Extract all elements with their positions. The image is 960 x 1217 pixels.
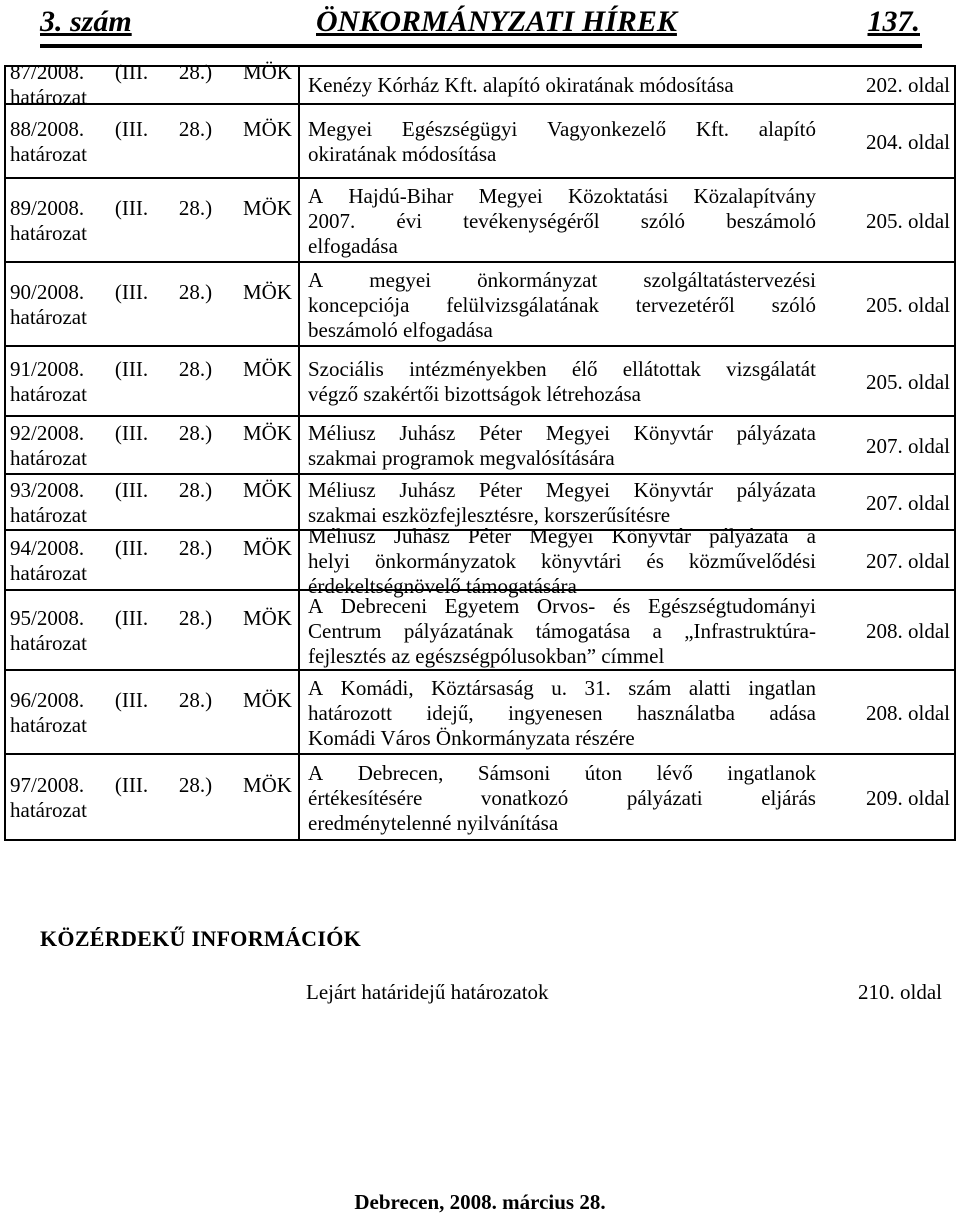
resolution-page: 207. oldal [866,433,950,458]
resolution-body: MÖK [242,536,292,560]
public-info-row [306,980,946,1006]
description-line: érdekeltségnövelő támogatására [308,573,577,598]
resolution-day: 28.) [178,60,213,84]
resolution-label: határozat [10,305,87,329]
description-line: A Debreceni Egyetem Orvos- és Egészségtudományi [308,593,816,618]
resolution-number: 91/2008. [10,357,85,381]
resolution-number: 88/2008. [10,117,85,141]
description-line: Komádi Város Önkormányzata részére [308,725,635,750]
resolution-label: határozat [10,631,87,655]
table-row [6,589,954,671]
resolution-day: 28.) [178,421,213,445]
resolution-id-cell [10,179,292,263]
resolution-id-cell [10,531,292,591]
resolution-id-cell [10,263,292,347]
resolution-month: (III. [114,357,149,381]
resolution-page: 207. oldal [866,490,950,515]
resolution-number: 89/2008. [10,196,85,220]
resolution-page: 208. oldal [866,618,950,643]
table-row [6,103,954,179]
resolution-id-line [10,421,292,446]
resolution-month: (III. [114,421,149,445]
description-line: A Debrecen, Sámsoni úton lévő ingatlanok [308,760,816,785]
issue-number: 3. szám [40,5,132,38]
table-row [6,473,954,531]
page-header [40,0,922,48]
resolution-id-cell [10,475,292,531]
resolution-description [308,671,816,755]
resolution-label: határozat [10,446,87,470]
resolution-label: határozat [10,713,87,737]
publication-title: ÖNKORMÁNYZATI HÍREK [316,5,677,38]
resolutions-table [4,60,956,841]
resolution-page: 205. oldal [866,208,950,233]
resolution-page: 209. oldal [866,785,950,810]
resolution-number: 94/2008. [10,536,85,560]
resolution-label: határozat [10,85,87,109]
resolution-label: határozat [10,382,87,406]
resolution-id-cell [10,671,292,755]
description-line: okiratának módosítása [308,142,497,166]
column-divider [298,67,300,103]
column-divider [298,179,300,263]
resolution-description [308,179,816,263]
resolution-id-cell [10,417,292,475]
resolution-label: határozat [10,798,87,822]
resolution-id-line [10,60,292,85]
resolution-body: MÖK [242,280,292,304]
column-divider [298,105,300,179]
resolution-body: MÖK [242,688,292,712]
table-row [6,261,954,347]
description-line: koncepciója felülvizsgálatának tervezetéről szóló [308,292,816,317]
resolution-number: 95/2008. [10,606,85,630]
description-line: Szociális intézményekben élő ellátottak vizsgálatát [308,357,816,381]
description-line: Centrum pályázatának támogatása a „Infrastruktúra- [308,618,816,643]
resolution-id-line [10,117,292,142]
resolution-month: (III. [114,606,149,630]
table-row [6,753,954,841]
resolution-month: (III. [114,478,149,502]
resolution-label: határozat [10,221,87,245]
resolution-body: MÖK [242,196,292,220]
table-row [6,415,954,475]
resolution-body: MÖK [242,773,292,797]
resolution-id-line [10,196,292,221]
resolution-number: 96/2008. [10,688,85,712]
description-line: Méliusz Juhász Péter Megyei Könyvtár pályázata [308,478,816,502]
resolution-day: 28.) [178,478,213,502]
column-divider [298,531,300,591]
resolution-month: (III. [114,280,149,304]
resolution-body: MÖK [242,421,292,445]
resolution-description [308,263,816,347]
description-line: Méliusz Juhász Péter Megyei Könyvtár pályázata [308,421,816,445]
resolution-day: 28.) [178,357,213,381]
column-divider [298,417,300,475]
resolution-month: (III. [114,536,149,560]
description-line: határozott idejű, ingyenesen használatba adása [308,700,816,725]
description-line: fejlesztés az egészségpólusokban” címmel [308,643,665,668]
resolution-description [308,417,816,475]
resolution-day: 28.) [178,606,213,630]
description-line: A Hajdú-Bihar Megyei Közoktatási Közalapítvány [308,183,816,208]
resolution-label: határozat [10,503,87,527]
resolution-description [308,105,816,179]
table-row [6,177,954,263]
resolution-day: 28.) [178,196,213,220]
resolution-id-line [10,606,292,631]
resolution-day: 28.) [178,536,213,560]
resolution-day: 28.) [178,773,213,797]
description-line: beszámoló elfogadása [308,317,493,342]
resolution-body: MÖK [242,478,292,502]
resolution-description [308,347,816,417]
resolution-month: (III. [114,117,149,141]
description-line: helyi önkormányzatok könyvtári és közművelődési [308,548,816,573]
resolution-number: 90/2008. [10,280,85,304]
resolution-page: 205. oldal [866,369,950,394]
resolution-day: 28.) [178,117,213,141]
description-line: eredménytelenné nyilvánítása [308,810,559,835]
resolution-month: (III. [114,60,149,84]
resolution-page: 202. oldal [866,72,950,97]
resolution-body: MÖK [242,60,292,84]
resolution-day: 28.) [178,280,213,304]
public-info-item: Lejárt határidejű határozatok [306,980,549,1004]
resolution-id-cell [10,347,292,417]
description-line: értékesítésére vonatkozó pályázati eljárás [308,785,816,810]
resolution-id-cell [10,105,292,179]
resolution-page: 205. oldal [866,292,950,317]
column-divider [298,591,300,671]
footer-date: Debrecen, 2008. március 28. [354,1190,606,1214]
table-row [6,345,954,417]
resolution-number: 97/2008. [10,773,85,797]
description-line: végző szakértői bizottságok létrehozása [308,382,641,406]
resolution-page: 207. oldal [866,548,950,573]
table-row [6,523,954,598]
resolution-label: határozat [10,561,87,585]
description-line: szakmai eszközfejlesztésre, korszerűsítésre [308,503,671,527]
resolution-id-cell [10,591,292,671]
description-line: elfogadása [308,233,398,258]
column-divider [298,347,300,417]
resolution-description [308,591,816,671]
resolution-page: 204. oldal [866,129,950,154]
resolution-month: (III. [114,196,149,220]
resolution-month: (III. [114,773,149,797]
resolution-id-line [10,478,292,503]
resolution-month: (III. [114,688,149,712]
resolution-day: 28.) [178,688,213,712]
resolution-page: 208. oldal [866,700,950,725]
section-title: KÖZÉRDEKŰ INFORMÁCIÓK [40,926,362,951]
resolution-id-line [10,536,292,561]
resolution-description [308,67,816,103]
column-divider [298,755,300,841]
page-number: 137. [867,5,920,38]
resolution-id-cell [10,60,292,109]
resolution-id-line [10,688,292,713]
resolution-id-cell [10,755,292,841]
description-line: 2007. évi tevékenységéről szóló beszámoló [308,208,816,233]
resolution-number: 93/2008. [10,478,85,502]
resolution-body: MÖK [242,606,292,630]
resolution-label: határozat [10,142,87,166]
column-divider [298,263,300,347]
resolution-body: MÖK [242,117,292,141]
resolution-id-line [10,357,292,382]
description-line: A megyei önkormányzat szolgáltatástervezési [308,267,816,292]
resolution-id-line [10,280,292,305]
resolution-description [308,523,816,598]
description-line: Méliusz Juhász Péter Megyei Könyvtár pályázata a [308,523,816,548]
resolution-body: MÖK [242,357,292,381]
description-line: A Komádi, Köztársaság u. 31. szám alatti ingatlan [308,675,816,700]
description-line: szakmai programok megvalósítására [308,446,615,470]
table-row [6,669,954,755]
description-line: Kenézy Kórház Kft. alapító okiratának módosítása [308,72,734,97]
resolution-number: 92/2008. [10,421,85,445]
public-info-page: 210. oldal [858,980,942,1004]
column-divider [298,475,300,531]
resolution-id-line [10,773,292,798]
column-divider [298,671,300,755]
resolution-number: 87/2008. [10,60,85,84]
resolution-description [308,755,816,841]
table-row [6,60,954,109]
description-line: Megyei Egészségügyi Vagyonkezelő Kft. alapító [308,117,816,141]
